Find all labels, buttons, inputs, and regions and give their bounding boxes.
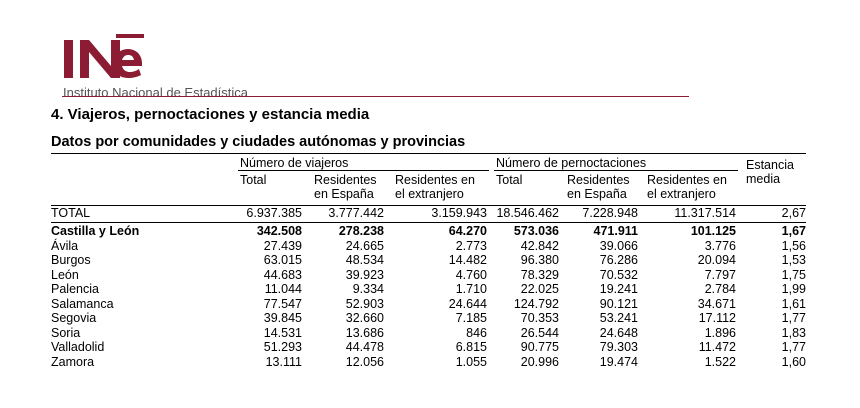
table-cell-name: León bbox=[51, 267, 79, 282]
table-cell-p-espana: 76.286 bbox=[599, 253, 638, 267]
table-cell-p-total: 573.036 bbox=[513, 224, 559, 238]
table-cell-v-extranjero: 14.482 bbox=[448, 253, 487, 267]
table-subtitle: Datos por comunidades y ciudades autónomas y provincias bbox=[51, 134, 466, 150]
table-cell-p-extranjero: 34.671 bbox=[697, 296, 736, 311]
table-cell-p-total: 70.353 bbox=[520, 311, 559, 325]
table-cell-name: Soria bbox=[51, 325, 81, 340]
table-cell-name: Zamora bbox=[51, 354, 95, 369]
section-title: 4. Viajeros, pernoctaciones y estancia media bbox=[51, 106, 370, 123]
table-cell-v-extranjero: 1.710 bbox=[455, 282, 487, 296]
header-p-espana: Residentes en España bbox=[567, 173, 630, 201]
header-p-extranjero: Residentes en el extranjero bbox=[647, 173, 727, 201]
table-cell-p-espana: 471.911 bbox=[593, 224, 638, 238]
table-cell-name: Valladolid bbox=[51, 340, 105, 354]
header-v-total: Total bbox=[240, 173, 267, 187]
table-cell-v-total: 11.044 bbox=[264, 282, 302, 296]
header-pernoctaciones: Número de pernoctaciones bbox=[496, 156, 647, 170]
table-cell-p-espana: 24.648 bbox=[599, 325, 638, 340]
table-cell-v-total: 342.508 bbox=[256, 224, 302, 238]
logo-text: INE bbox=[62, 34, 64, 35]
table-cell-p-extranjero: 1.522 bbox=[704, 354, 736, 369]
table-cell-estancia: 1,56 bbox=[781, 238, 806, 253]
logo-divider bbox=[62, 96, 689, 97]
table-cell-p-espana: 19.474 bbox=[599, 354, 638, 369]
table-cell-estancia: 1,61 bbox=[781, 296, 806, 311]
header-viajeros: Número de viajeros bbox=[240, 156, 349, 170]
table-cell-p-espana: 39.066 bbox=[599, 238, 638, 253]
table-cell-v-extranjero: 6.815 bbox=[455, 340, 487, 354]
table-cell-p-total: 42.842 bbox=[520, 238, 559, 253]
table-cell-name: Ávila bbox=[51, 238, 79, 253]
table-cell-name: TOTAL bbox=[51, 206, 91, 220]
header-v-extranjero: Residentes en el extranjero bbox=[395, 173, 475, 201]
table-cell-name: Palencia bbox=[51, 282, 99, 296]
table-cell-p-total: 96.380 bbox=[520, 253, 559, 267]
table-cell-p-extranjero: 11.317.514 bbox=[674, 206, 736, 220]
table-cell-p-total: 18.546.462 bbox=[496, 206, 559, 220]
table-cell-v-extranjero: 7.185 bbox=[455, 311, 487, 325]
table-cell-p-espana: 19.241 bbox=[599, 282, 638, 296]
table-cell-estancia: 1,77 bbox=[781, 340, 806, 354]
table-cell-estancia: 1,75 bbox=[781, 267, 806, 282]
table-cell-p-extranjero: 17.112 bbox=[698, 311, 736, 325]
table-cell-estancia: 1,77 bbox=[781, 311, 806, 325]
table-cell-p-total: 26.544 bbox=[520, 325, 559, 340]
table-cell-v-extranjero: 1.055 bbox=[455, 354, 487, 369]
table-cell-v-total: 63.015 bbox=[263, 253, 302, 267]
header-p-total: Total bbox=[496, 173, 523, 187]
header-estancia-media: Estancia media bbox=[746, 158, 794, 186]
table-cell-v-total: 6.937.385 bbox=[246, 206, 302, 220]
header-v-espana: Residentes en España bbox=[314, 173, 377, 201]
table-cell-p-espana: 53.241 bbox=[599, 311, 638, 325]
table-cell-v-extranjero: 24.644 bbox=[448, 296, 487, 311]
viajeros-group-rule bbox=[238, 170, 489, 171]
table-cell-p-espana: 79.303 bbox=[599, 340, 638, 354]
table-cell-name: Segovia bbox=[51, 311, 97, 325]
table-cell-p-total: 78.329 bbox=[520, 267, 559, 282]
table-cell-p-total: 22.025 bbox=[520, 282, 559, 296]
table-cell-v-total: 44.683 bbox=[263, 267, 302, 282]
table-cell-v-extranjero: 2.773 bbox=[455, 238, 487, 253]
table-cell-p-espana: 90.121 bbox=[599, 296, 638, 311]
table-cell-p-extranjero: 20.094 bbox=[697, 253, 736, 267]
table-cell-name: Salamanca bbox=[51, 296, 114, 311]
table-cell-v-espana: 12.056 bbox=[345, 354, 384, 369]
table-cell-p-total: 20.996 bbox=[520, 354, 559, 369]
table-cell-v-espana: 52.903 bbox=[345, 296, 384, 311]
table-cell-v-espana: 39.923 bbox=[345, 267, 384, 282]
total-row-rule bbox=[51, 222, 806, 223]
table-cell-p-extranjero: 7.797 bbox=[704, 267, 736, 282]
table-cell-p-espana: 7.228.948 bbox=[582, 206, 638, 220]
table-cell-p-extranjero: 101.125 bbox=[690, 224, 736, 238]
logo-subtitle: Instituto Nacional de Estadística bbox=[63, 85, 248, 100]
table-cell-p-extranjero: 11.472 bbox=[698, 340, 736, 354]
table-cell-estancia: 1,83 bbox=[781, 325, 806, 340]
table-cell-p-extranjero: 3.776 bbox=[704, 238, 736, 253]
table-cell-v-espana: 24.665 bbox=[345, 238, 384, 253]
table-cell-v-total: 51.293 bbox=[263, 340, 302, 354]
table-cell-v-extranjero: 3.159.943 bbox=[431, 206, 487, 220]
table-cell-estancia: 1,60 bbox=[781, 354, 806, 369]
table-cell-p-total: 90.775 bbox=[520, 340, 559, 354]
table-cell-estancia: 1,99 bbox=[781, 282, 806, 296]
table-cell-v-espana: 13.686 bbox=[345, 325, 384, 340]
table-cell-p-extranjero: 2.784 bbox=[704, 282, 736, 296]
table-cell-v-espana: 278.238 bbox=[338, 224, 384, 238]
table-cell-v-extranjero: 846 bbox=[466, 325, 487, 340]
table-cell-v-extranjero: 4.760 bbox=[455, 267, 487, 282]
table-cell-v-total: 27.439 bbox=[263, 238, 302, 253]
table-cell-v-espana: 32.660 bbox=[345, 311, 384, 325]
table-cell-estancia: 2,67 bbox=[781, 206, 806, 220]
table-cell-p-extranjero: 1.896 bbox=[704, 325, 736, 340]
table-cell-v-total: 13.111 bbox=[265, 354, 302, 369]
table-cell-name: Burgos bbox=[51, 253, 91, 267]
table-cell-v-espana: 48.534 bbox=[345, 253, 384, 267]
table-cell-v-espana: 9.334 bbox=[352, 282, 384, 296]
table-cell-p-espana: 70.532 bbox=[599, 267, 638, 282]
table-cell-v-total: 77.547 bbox=[263, 296, 302, 311]
table-cell-v-total: 14.531 bbox=[263, 325, 302, 340]
table-cell-v-total: 39.845 bbox=[263, 311, 302, 325]
table-cell-v-espana: 3.777.442 bbox=[328, 206, 384, 220]
table-cell-name: Castilla y León bbox=[51, 224, 140, 238]
ine-logo bbox=[62, 34, 172, 84]
table-top-rule bbox=[51, 153, 806, 154]
table-cell-v-espana: 44.478 bbox=[345, 340, 384, 354]
table-cell-estancia: 1,67 bbox=[781, 224, 806, 238]
table-cell-p-total: 124.792 bbox=[513, 296, 559, 311]
pernoctaciones-group-rule bbox=[494, 170, 738, 171]
table-cell-v-extranjero: 64.270 bbox=[448, 224, 487, 238]
table-cell-estancia: 1,53 bbox=[781, 253, 806, 267]
